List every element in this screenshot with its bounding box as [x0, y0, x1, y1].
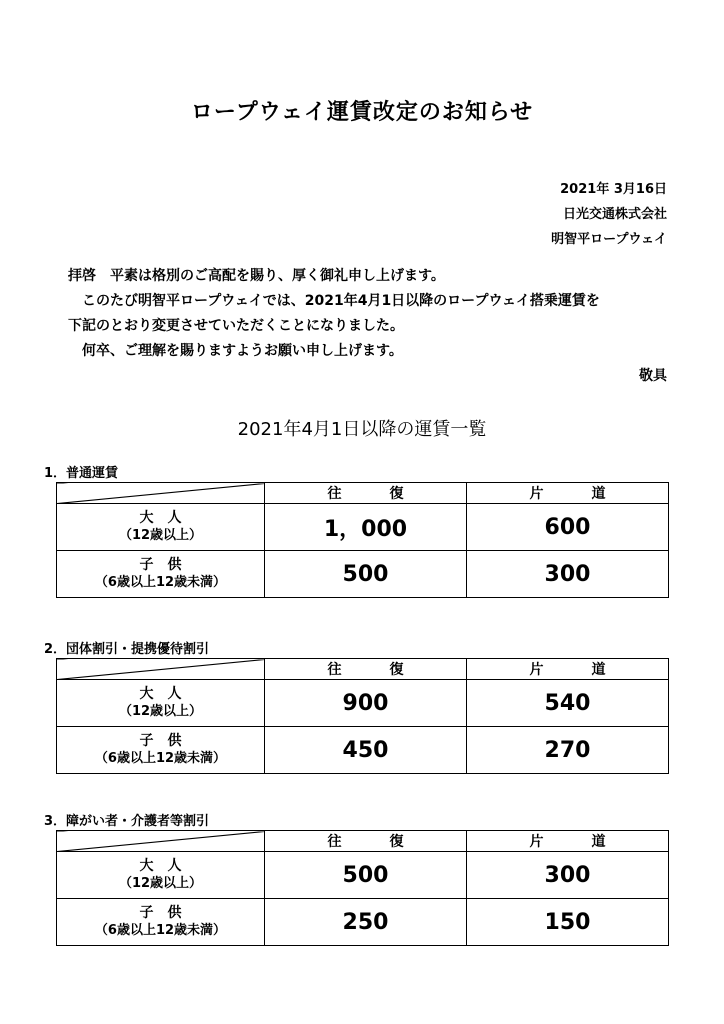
- table-row: [57, 852, 669, 899]
- header-row: [57, 659, 669, 680]
- fare-list-title: 2021年4月1日以降の運賃一覧: [237, 419, 487, 440]
- closing-word: 敬具: [639, 368, 667, 384]
- header-one-way: 片道: [467, 831, 669, 852]
- company-name: 日光交通株式会社: [562, 207, 667, 222]
- row-label-adult: [57, 680, 265, 727]
- adult-note: （12歳以上）: [118, 528, 203, 543]
- fare-table: [56, 658, 669, 774]
- adult-round-trip-fare: 900: [265, 680, 467, 727]
- child-note: （6歳以上12歳未満）: [94, 923, 227, 938]
- body-line-2: このたび明智平ロープウェイでは、2021年4月1日以降のロープウェイ搭乗運賃を: [68, 293, 600, 309]
- ropeway-name: 明智平ロープウェイ: [551, 232, 667, 247]
- row-label-adult: [57, 504, 265, 551]
- header-row: [57, 483, 669, 504]
- child-round-trip-fare: 450: [265, 727, 467, 774]
- row-label-adult: [57, 852, 265, 899]
- adult-round-trip-fare: 500: [265, 852, 467, 899]
- section-label: 2．団体割引・提携優待割引: [44, 642, 210, 657]
- adult-note: （12歳以上）: [118, 704, 203, 719]
- child-round-trip-fare: 250: [265, 899, 467, 946]
- header-one-way: 片道: [467, 659, 669, 680]
- header-row: [57, 831, 669, 852]
- corner-cell: [57, 831, 265, 852]
- child-round-trip-fare: 500: [265, 551, 467, 598]
- table-row: [57, 551, 669, 598]
- adult-one-way-fare: 540: [467, 680, 669, 727]
- body-line-3: 下記のとおり変更させていただくことになりました。: [68, 318, 404, 334]
- adult-label: 大人: [139, 858, 196, 874]
- adult-label: 大人: [139, 510, 196, 526]
- corner-cell: [57, 483, 265, 504]
- child-note: （6歳以上12歳未満）: [94, 751, 227, 766]
- body-line-1: 拝啓 平素は格別のご高配を賜り、厚く御礼申し上げます。: [68, 268, 445, 284]
- child-one-way-fare: 150: [467, 899, 669, 946]
- child-one-way-fare: 300: [467, 551, 669, 598]
- table-row: [57, 680, 669, 727]
- child-label: 子供: [139, 905, 196, 921]
- child-note: （6歳以上12歳未満）: [94, 575, 227, 590]
- row-label-child: [57, 551, 265, 598]
- fare-table: [56, 830, 669, 946]
- adult-label: 大人: [139, 686, 196, 702]
- adult-note: （12歳以上）: [118, 876, 203, 891]
- table-row: [57, 899, 669, 946]
- header-round-trip: 往復: [265, 659, 467, 680]
- adult-one-way-fare: 300: [467, 852, 669, 899]
- header-round-trip: 往復: [265, 831, 467, 852]
- issue-date: 2021年 3月16日: [560, 182, 667, 197]
- header-one-way: 片道: [467, 483, 669, 504]
- page-title: ロープウェイ運賃改定のお知らせ: [190, 100, 534, 125]
- header-round-trip: 往復: [265, 483, 467, 504]
- row-label-child: [57, 899, 265, 946]
- adult-one-way-fare: 600: [467, 504, 669, 551]
- row-label-child: [57, 727, 265, 774]
- child-label: 子供: [139, 733, 196, 749]
- section-label: 1．普通運賃: [44, 466, 119, 481]
- adult-round-trip-fare: 1，000: [265, 504, 467, 551]
- section-label: 3．障がい者・介護者等割引: [44, 814, 210, 829]
- table-row: [57, 727, 669, 774]
- fare-table: [56, 482, 669, 598]
- body-line-4: 何卒、ご理解を賜りますようお願い申し上げます。: [68, 343, 403, 359]
- corner-cell: [57, 659, 265, 680]
- table-row: [57, 504, 669, 551]
- child-label: 子供: [139, 557, 196, 573]
- child-one-way-fare: 270: [467, 727, 669, 774]
